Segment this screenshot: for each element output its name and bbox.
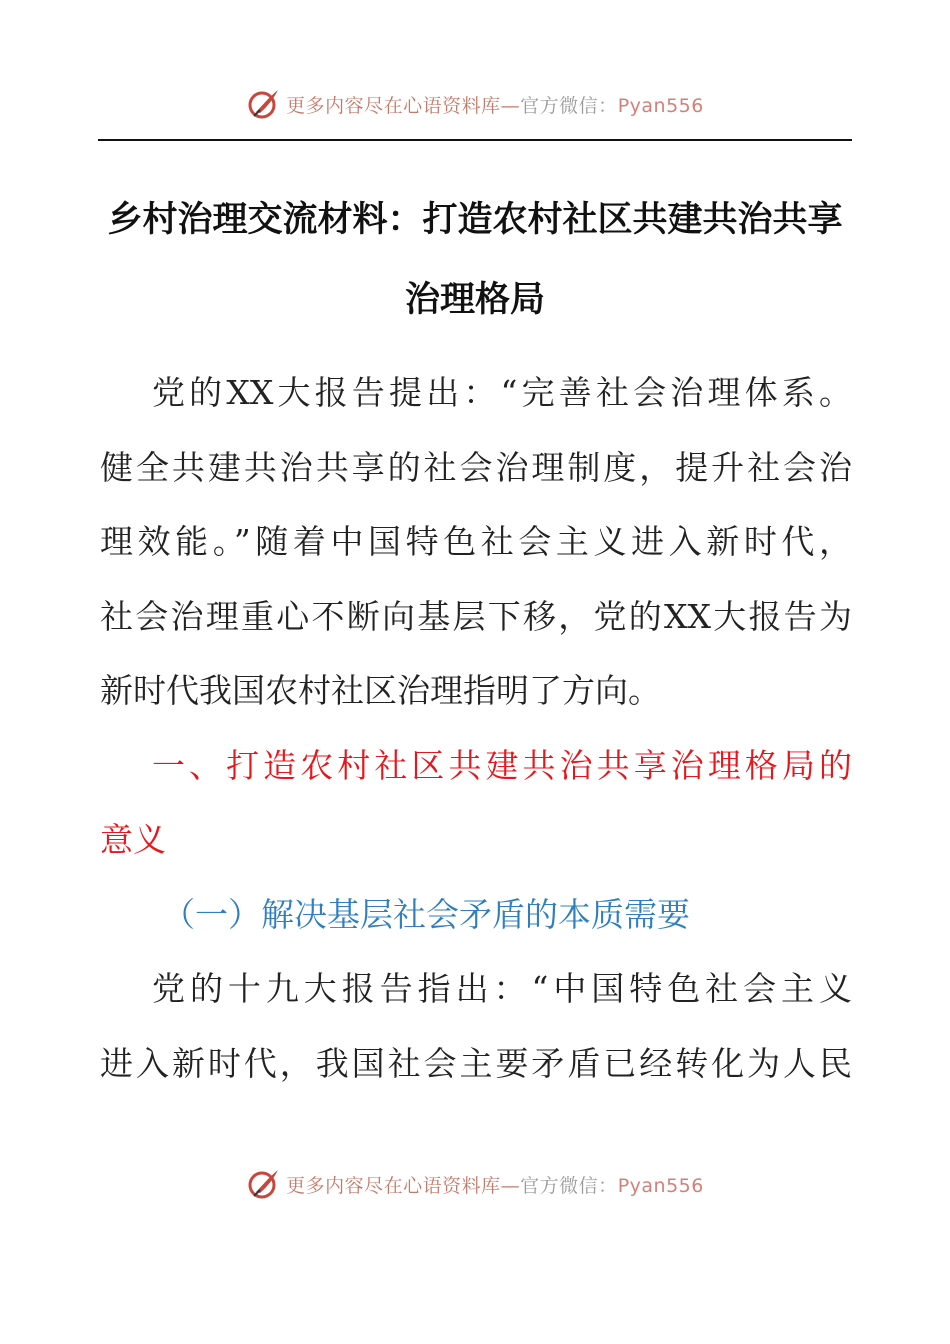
header-banner — [0, 82, 950, 126]
banner-text — [286, 91, 704, 118]
paragraph-line: 党的十九大报告指出：“中国特色社会主义 — [152, 969, 852, 1008]
paragraph-line: 社会治理重心不断向基层下移，党的XX大报告为 — [100, 596, 852, 636]
quill-logo-icon — [246, 86, 282, 122]
banner-text — [286, 1171, 704, 1198]
section-heading: 意义 — [100, 820, 166, 859]
section-heading: 一、打造农村社区共建共治共享治理格局的 — [152, 745, 852, 785]
paragraph-line: 理效能。”随着中国特色社会主义进入新时代， — [100, 522, 852, 561]
document-body — [100, 356, 852, 1101]
banner-wechat-handle: Pyan556 — [617, 94, 704, 117]
title-line: 乡村治理交流材料：打造农村社区共建共治共享 — [107, 200, 843, 240]
footer-banner — [0, 1162, 950, 1206]
document-title — [98, 180, 852, 340]
paragraph-line: 健全共建共治共享的社会治理制度，提升社会治 — [100, 447, 852, 487]
quill-logo-icon — [246, 1166, 282, 1202]
banner-wechat-label: 官方微信： — [520, 94, 618, 117]
sub-heading: （一）解决基层社会矛盾的本质需要 — [162, 894, 690, 934]
banner-main-text: 更多内容尽在心语资料库— — [286, 1174, 521, 1197]
banner-main-text: 更多内容尽在心语资料库— — [286, 94, 521, 117]
header-divider — [98, 139, 852, 141]
paragraph-line: 进入新时代，我国社会主要矛盾已经转化为人民 — [100, 1043, 852, 1083]
banner-wechat-handle: Pyan556 — [617, 1174, 704, 1197]
paragraph-line: 党的XX大报告提出：“完善社会治理体系。 — [152, 373, 852, 412]
paragraph-line: 新时代我国农村社区治理指明了方向。 — [100, 671, 661, 710]
banner-wechat-label: 官方微信： — [520, 1174, 618, 1197]
title-line: 治理格局 — [404, 280, 545, 320]
